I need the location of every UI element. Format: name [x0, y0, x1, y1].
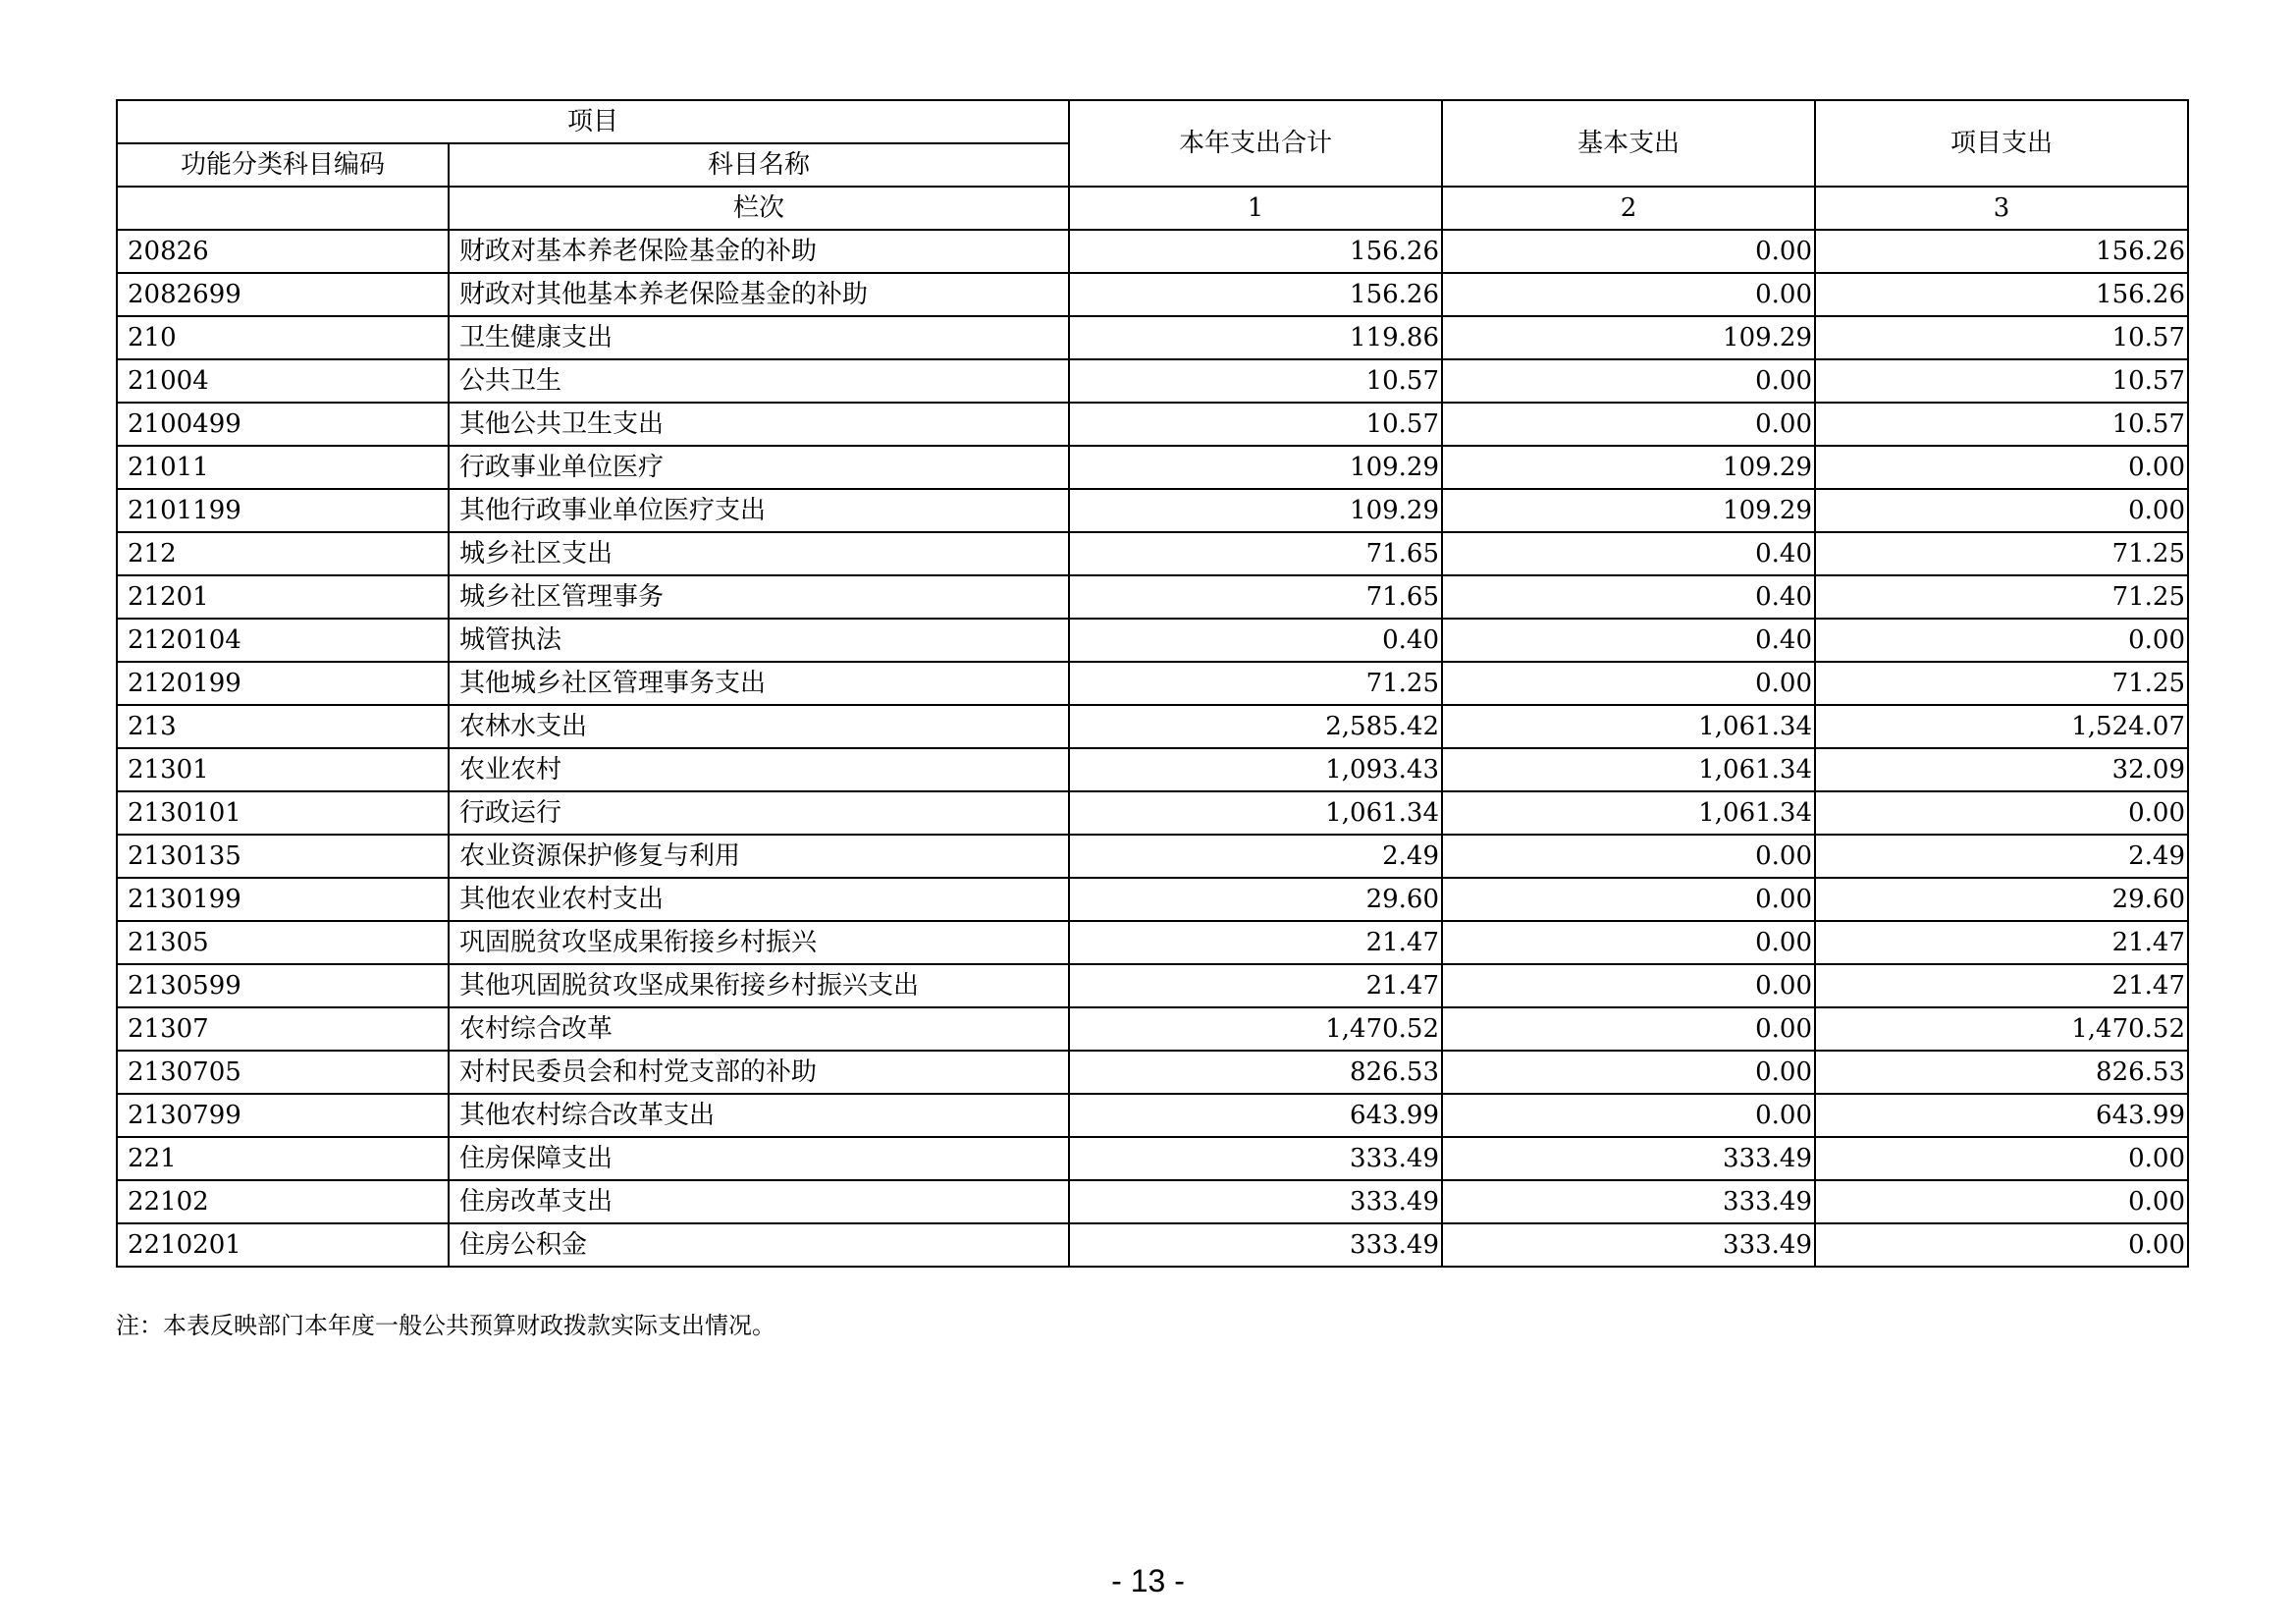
cell-project: 156.26	[1815, 230, 2188, 273]
cell-code: 21307	[117, 1007, 449, 1051]
cell-basic: 333.49	[1442, 1137, 1815, 1180]
cell-project: 10.57	[1815, 403, 2188, 446]
cell-total: 333.49	[1069, 1180, 1442, 1223]
cell-basic: 0.00	[1442, 878, 1815, 921]
cell-total: 71.65	[1069, 532, 1442, 575]
cell-name: 其他农村综合改革支出	[449, 1094, 1069, 1137]
cell-code: 2100499	[117, 403, 449, 446]
cell-total: 643.99	[1069, 1094, 1442, 1137]
cell-name: 住房改革支出	[449, 1180, 1069, 1223]
cell-code: 2130799	[117, 1094, 449, 1137]
cell-project: 0.00	[1815, 1223, 2188, 1267]
header-group: 项目	[117, 100, 1069, 143]
cell-project: 0.00	[1815, 1180, 2188, 1223]
cell-name: 农村综合改革	[449, 1007, 1069, 1051]
cell-name: 其他巩固脱贫攻坚成果衔接乡村振兴支出	[449, 964, 1069, 1007]
cell-code: 2130599	[117, 964, 449, 1007]
cell-code: 21004	[117, 359, 449, 403]
expenditure-table	[116, 99, 2189, 1268]
table-row	[117, 705, 2188, 748]
table-row	[117, 1051, 2188, 1094]
cell-total: 826.53	[1069, 1051, 1442, 1094]
cell-name: 其他城乡社区管理事务支出	[449, 662, 1069, 705]
cell-name: 行政事业单位医疗	[449, 446, 1069, 489]
cell-name: 其他公共卫生支出	[449, 403, 1069, 446]
table-row	[117, 748, 2188, 791]
cell-code: 21201	[117, 575, 449, 619]
header-basic: 基本支出	[1442, 100, 1815, 187]
cell-project: 21.47	[1815, 921, 2188, 964]
header-row-1	[117, 100, 2188, 143]
cell-total: 2,585.42	[1069, 705, 1442, 748]
cell-basic: 0.00	[1442, 403, 1815, 446]
page-number: - 13 -	[1111, 1563, 1185, 1598]
cell-total: 109.29	[1069, 446, 1442, 489]
header-lanci: 栏次	[449, 187, 1069, 230]
cell-name: 住房保障支出	[449, 1137, 1069, 1180]
cell-total: 21.47	[1069, 921, 1442, 964]
cell-project: 71.25	[1815, 575, 2188, 619]
cell-basic: 0.40	[1442, 532, 1815, 575]
cell-project: 0.00	[1815, 446, 2188, 489]
cell-total: 119.86	[1069, 316, 1442, 359]
cell-name: 其他行政事业单位医疗支出	[449, 489, 1069, 532]
cell-code: 22102	[117, 1180, 449, 1223]
cell-code: 2101199	[117, 489, 449, 532]
cell-basic: 333.49	[1442, 1223, 1815, 1267]
cell-basic: 109.29	[1442, 446, 1815, 489]
table-row	[117, 273, 2188, 316]
cell-basic: 0.00	[1442, 230, 1815, 273]
cell-code: 21011	[117, 446, 449, 489]
cell-basic: 0.00	[1442, 921, 1815, 964]
cell-code: 2210201	[117, 1223, 449, 1267]
cell-project: 10.57	[1815, 359, 2188, 403]
cell-project: 10.57	[1815, 316, 2188, 359]
cell-basic: 333.49	[1442, 1180, 1815, 1223]
header-col-1: 1	[1069, 187, 1442, 230]
cell-project: 1,524.07	[1815, 705, 2188, 748]
cell-name: 财政对基本养老保险基金的补助	[449, 230, 1069, 273]
table-row	[117, 575, 2188, 619]
table-note: 注：本表反映部门本年度一般公共预算财政拨款实际支出情况。	[116, 1312, 775, 1339]
table-row	[117, 359, 2188, 403]
table-row	[117, 1094, 2188, 1137]
cell-total: 1,093.43	[1069, 748, 1442, 791]
table-row	[117, 1180, 2188, 1223]
cell-project: 71.25	[1815, 662, 2188, 705]
cell-code: 221	[117, 1137, 449, 1180]
header-total: 本年支出合计	[1069, 100, 1442, 187]
cell-name: 公共卫生	[449, 359, 1069, 403]
header-row-3	[117, 187, 2188, 230]
cell-project: 0.00	[1815, 1137, 2188, 1180]
cell-total: 10.57	[1069, 359, 1442, 403]
cell-code: 2120199	[117, 662, 449, 705]
cell-basic: 0.00	[1442, 1007, 1815, 1051]
cell-code: 21301	[117, 748, 449, 791]
cell-code: 2082699	[117, 273, 449, 316]
cell-name: 农业资源保护修复与利用	[449, 835, 1069, 878]
cell-basic: 1,061.34	[1442, 705, 1815, 748]
cell-total: 1,061.34	[1069, 791, 1442, 835]
table-row	[117, 446, 2188, 489]
cell-name: 城管执法	[449, 619, 1069, 662]
header-project: 项目支出	[1815, 100, 2188, 187]
cell-code: 213	[117, 705, 449, 748]
cell-name: 对村民委员会和村党支部的补助	[449, 1051, 1069, 1094]
cell-total: 333.49	[1069, 1223, 1442, 1267]
table-row	[117, 619, 2188, 662]
cell-code: 2130199	[117, 878, 449, 921]
cell-project: 29.60	[1815, 878, 2188, 921]
table-row	[117, 878, 2188, 921]
cell-code: 2130705	[117, 1051, 449, 1094]
table-row	[117, 316, 2188, 359]
cell-name: 城乡社区管理事务	[449, 575, 1069, 619]
cell-project: 826.53	[1815, 1051, 2188, 1094]
cell-project: 156.26	[1815, 273, 2188, 316]
cell-total: 109.29	[1069, 489, 1442, 532]
cell-total: 2.49	[1069, 835, 1442, 878]
cell-basic: 1,061.34	[1442, 791, 1815, 835]
table-row	[117, 403, 2188, 446]
table-row	[117, 835, 2188, 878]
cell-project: 643.99	[1815, 1094, 2188, 1137]
cell-code: 2130101	[117, 791, 449, 835]
table-row	[117, 662, 2188, 705]
cell-total: 71.65	[1069, 575, 1442, 619]
cell-code: 2130135	[117, 835, 449, 878]
cell-name: 巩固脱贫攻坚成果衔接乡村振兴	[449, 921, 1069, 964]
cell-name: 卫生健康支出	[449, 316, 1069, 359]
cell-project: 1,470.52	[1815, 1007, 2188, 1051]
cell-basic: 0.00	[1442, 662, 1815, 705]
table-row	[117, 1223, 2188, 1267]
cell-basic: 0.40	[1442, 619, 1815, 662]
cell-name: 住房公积金	[449, 1223, 1069, 1267]
cell-basic: 0.00	[1442, 273, 1815, 316]
cell-project: 32.09	[1815, 748, 2188, 791]
cell-basic: 109.29	[1442, 316, 1815, 359]
cell-code: 2120104	[117, 619, 449, 662]
table-row	[117, 921, 2188, 964]
cell-code: 210	[117, 316, 449, 359]
cell-project: 71.25	[1815, 532, 2188, 575]
table-row	[117, 1007, 2188, 1051]
cell-total: 29.60	[1069, 878, 1442, 921]
cell-project: 0.00	[1815, 489, 2188, 532]
cell-project: 2.49	[1815, 835, 2188, 878]
cell-project: 0.00	[1815, 791, 2188, 835]
cell-name: 其他农业农村支出	[449, 878, 1069, 921]
table-row	[117, 489, 2188, 532]
header-code: 功能分类科目编码	[117, 143, 449, 187]
cell-basic: 0.00	[1442, 1094, 1815, 1137]
header-col-3: 3	[1815, 187, 2188, 230]
cell-basic: 0.00	[1442, 359, 1815, 403]
cell-basic: 0.00	[1442, 835, 1815, 878]
table-row	[117, 230, 2188, 273]
cell-code: 21305	[117, 921, 449, 964]
table-row	[117, 532, 2188, 575]
cell-basic: 0.40	[1442, 575, 1815, 619]
cell-name: 城乡社区支出	[449, 532, 1069, 575]
header-name: 科目名称	[449, 143, 1069, 187]
cell-total: 333.49	[1069, 1137, 1442, 1180]
cell-basic: 0.00	[1442, 1051, 1815, 1094]
cell-project: 21.47	[1815, 964, 2188, 1007]
table-row	[117, 964, 2188, 1007]
cell-name: 财政对其他基本养老保险基金的补助	[449, 273, 1069, 316]
cell-total: 71.25	[1069, 662, 1442, 705]
cell-code: 20826	[117, 230, 449, 273]
cell-total: 156.26	[1069, 273, 1442, 316]
cell-name: 行政运行	[449, 791, 1069, 835]
cell-total: 21.47	[1069, 964, 1442, 1007]
cell-total: 0.40	[1069, 619, 1442, 662]
header-col-2: 2	[1442, 187, 1815, 230]
cell-name: 农林水支出	[449, 705, 1069, 748]
cell-project: 0.00	[1815, 619, 2188, 662]
cell-total: 10.57	[1069, 403, 1442, 446]
table-row	[117, 1137, 2188, 1180]
cell-name: 农业农村	[449, 748, 1069, 791]
table-row	[117, 791, 2188, 835]
cell-basic: 1,061.34	[1442, 748, 1815, 791]
cell-basic: 109.29	[1442, 489, 1815, 532]
cell-total: 156.26	[1069, 230, 1442, 273]
cell-total: 1,470.52	[1069, 1007, 1442, 1051]
cell-basic: 0.00	[1442, 964, 1815, 1007]
cell-code: 212	[117, 532, 449, 575]
header-blank	[117, 187, 449, 230]
